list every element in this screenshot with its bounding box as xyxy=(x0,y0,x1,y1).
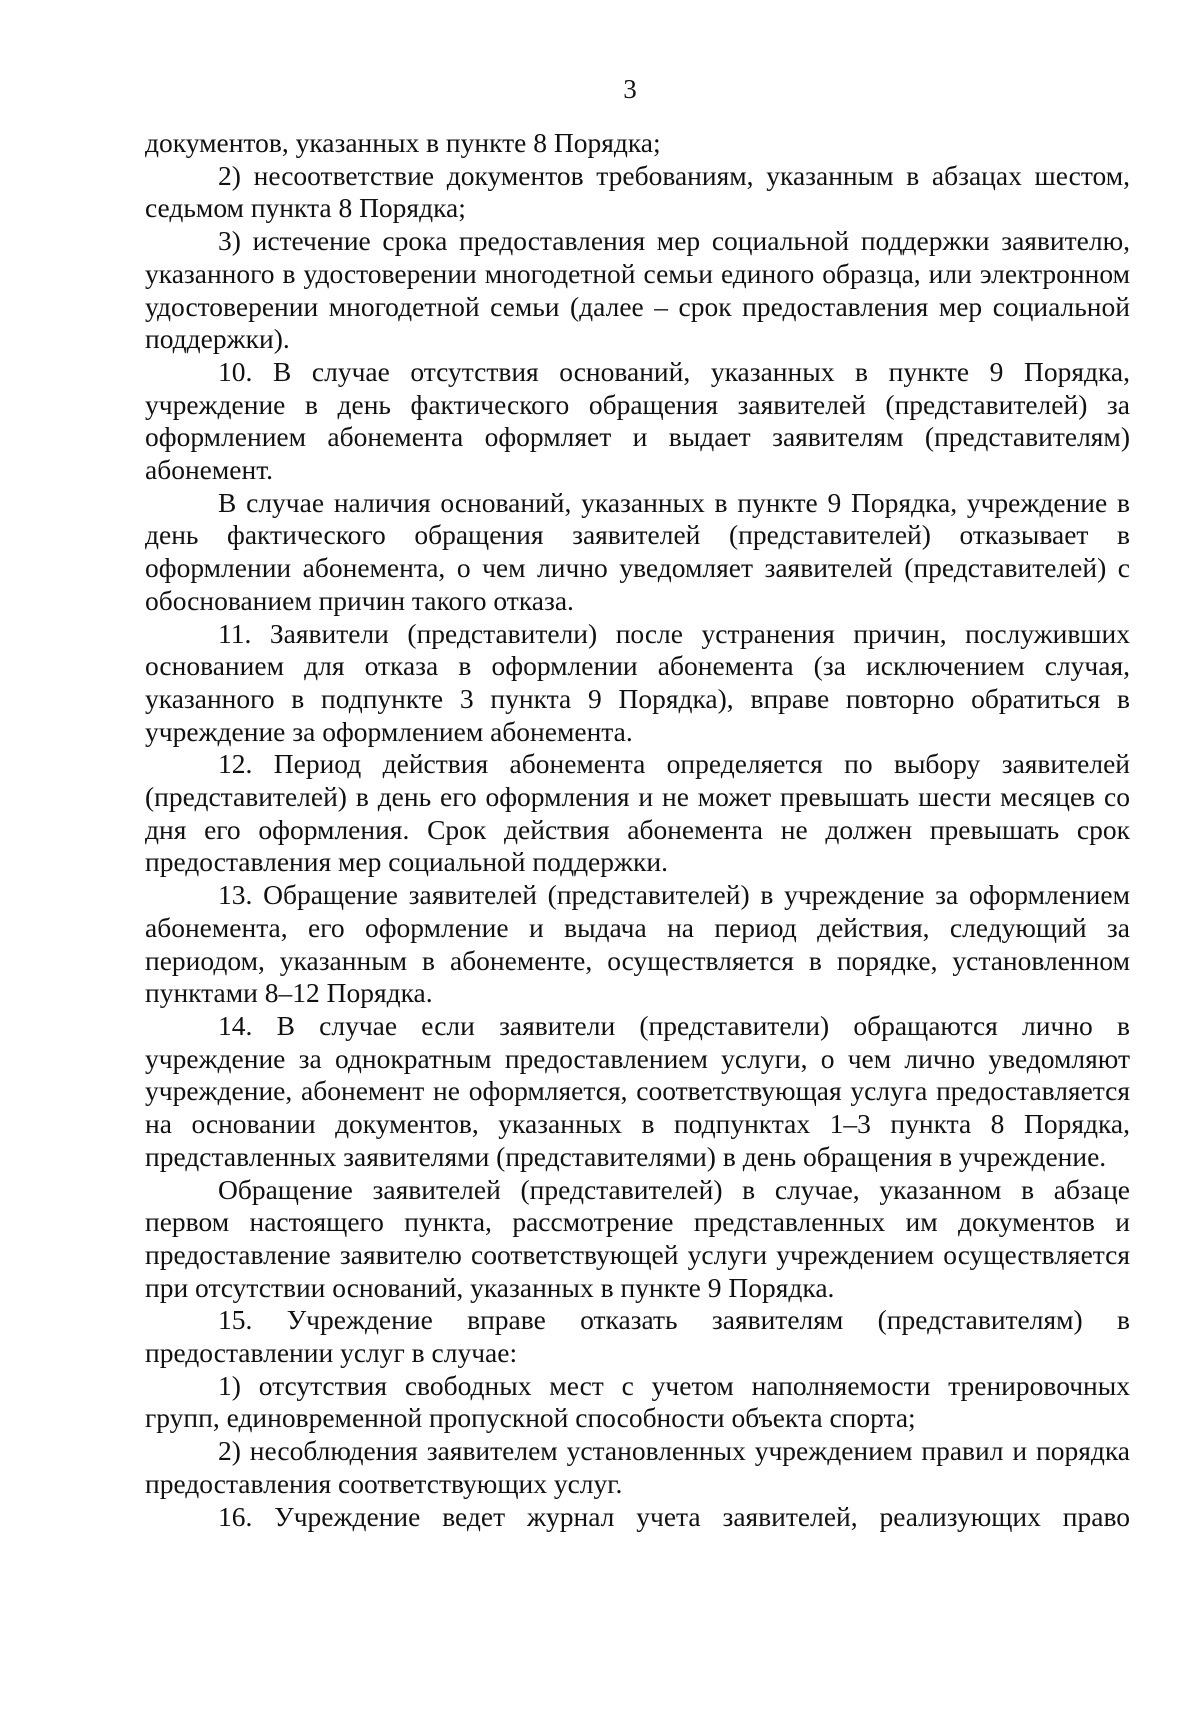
clause-15-subitem-2: 2) несоблюдения заявителем установленных учреждением правил и порядка предоставления соответствующих услуг. xyxy=(145,1435,1130,1499)
clause-16: 16. Учреждение ведет журнал учета заявителей, реализующих право xyxy=(218,1500,1130,1532)
clause-14: 14. В случае если заявители (представители) обращаются лично в учреждение за однократным предоставлением услуги, о чем лично уведомляют учреждение, абонемент не оформляется, соответствующая услуга предоставляется на основании документов, указанных в подпунктах 1–3 пункта 8 Порядка, представленных заявителями (представителями) в день обращения в учреждение. xyxy=(145,1009,1130,1172)
clause-13: 13. Обращение заявителей (представителей) в учреждение за оформлением абонемента, его оформление и выдача на период действия, следующий за периодом, указанным в абонементе, осуществляется в порядке, установленном пунктами 8–12 Порядка. xyxy=(145,879,1130,1009)
clause-15-subitem-1: 1) отсутствия свободных мест с учетом наполняемости тренировочных групп, единовременной пропускной способности объекта спорта; xyxy=(145,1369,1130,1434)
clause-11: 11. Заявители (представители) после устранения причин, послуживших основанием для отказа в оформлении абонемента (за исключением случая, указанного в подпункте 3 пункта 9 Порядка), вправе повторно обратиться в учреждение за оформлением абонемента. xyxy=(145,617,1130,747)
clause-15: 15. Учреждение вправе отказать заявителям (представителям) в предоставлении услуг в случае: xyxy=(145,1304,1130,1369)
paragraph-continuation: документов, указанных в пункте 8 Порядка; xyxy=(145,127,661,158)
page-number: 3 xyxy=(623,74,637,104)
subitem-2: 2) несоответствие документов требованиям, указанным в абзацах шестом, седьмом пункта 8 Порядка; xyxy=(145,159,1130,224)
document-body xyxy=(145,127,1130,1533)
clause-14-paragraph-2: Обращение заявителей (представителей) в случае, указанном в абзаце первом настоящего пункта, рассмотрение представленных им документов и предоставление заявителю соответствующей услуги учреждением осуществляется при отсутствии оснований, указанных в пункте 9 Порядка. xyxy=(145,1173,1130,1303)
clause-10: 10. В случае отсутствия оснований, указанных в пункте 9 Порядка, учреждение в день фактического обращения заявителей (представителей) за оформлением абонемента оформляет и выдает заявителям (представителям) абонемент. xyxy=(145,355,1130,486)
subitem-3: 3) истечение срока предоставления мер социальной поддержки заявителю, указанного в удостоверении многодетной семьи единого образца, или электронном удостоверении многодетной семьи (далее – срок предоставления мер социальной поддержки). xyxy=(145,225,1130,355)
clause-10-paragraph-2: В случае наличия оснований, указанных в пункте 9 Порядка, учреждение в день фактического обращения заявителей (представителей) отказывает в оформлении абонемента, о чем лично уведомляет заявителей (представителей) с обоснованием причин такого отказа. xyxy=(145,486,1130,616)
clause-12: 12. Период действия абонемента определяется по выбору заявителей (представителей) в день его оформления и не может превышать шести месяцев со дня его оформления. Срок действия абонемента не должен превышать срок предоставления мер социальной поддержки. xyxy=(145,748,1130,878)
